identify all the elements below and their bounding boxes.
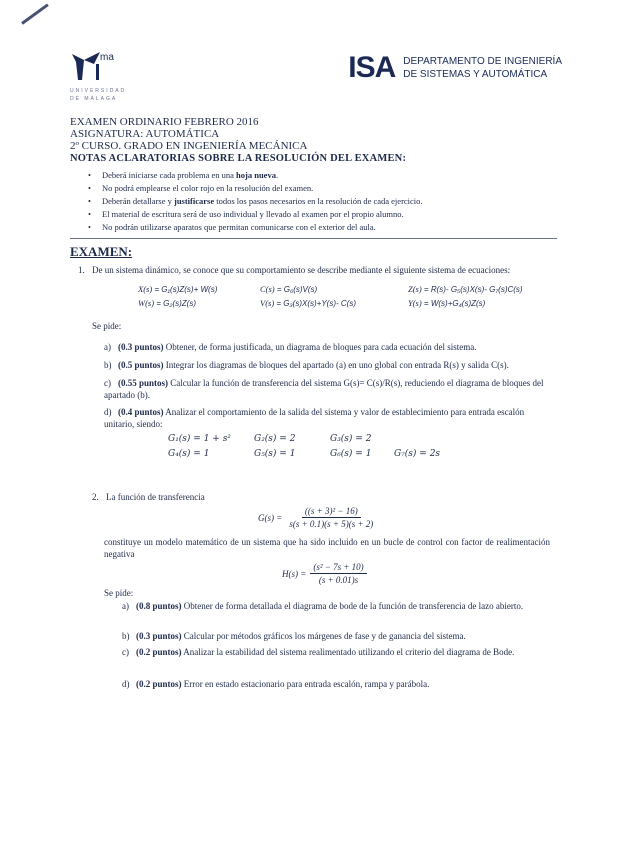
q2-part-b: b) (0.3 puntos) Calcular por métodos gráficos los márgenes de fase y de ganancia del sistema. xyxy=(122,631,466,641)
q1-intro: 1. De un sistema dinámico, se conoce que su comportamiento se describe mediante el siguiente sistema de ecuaciones: xyxy=(78,265,511,275)
notes-title: NOTAS ACLARATORIAS SOBRE LA RESOLUCIÓN DEL EXAMEN: xyxy=(70,153,407,164)
q1-equation: W(s) = G₂(s)Z(s) xyxy=(138,298,196,308)
department-monogram: ISA xyxy=(348,51,396,84)
q1-part-d: d) (0.4 puntos) Analizar el comportamiento de la salida del sistema y valor de establecimiento para entrada escalón unitario, siendo: xyxy=(104,407,525,429)
note-item: • El material de escritura será de uso individual y llevado al examen por el propio alumno. xyxy=(88,208,568,221)
gain-g3: G₃(s) = 2 xyxy=(330,434,372,444)
q2-middle-text: constituye un modelo matemático de un sistema que ha sido incluido en un bucle de control con factor de realimentación negativa xyxy=(104,537,550,559)
gain-g4: G₄(s) = 1 xyxy=(168,449,210,459)
gain-g1: G₁(s) = 1 + s² xyxy=(168,434,231,444)
gain-g7: G₇(s) = 2s xyxy=(394,449,441,459)
q1-se-pide: Se pide: xyxy=(92,321,122,331)
gain-g5: G₅(s) = 1 xyxy=(254,449,296,459)
q1-equation: Z(s) = R(s)- G₅(s)X(s)- G₇(s)C(s) xyxy=(408,284,523,294)
note-item: • No podrá emplearse el color rojo en la resolución del examen. xyxy=(88,182,568,195)
header-line3: 2º CURSO. GRADO EN INGENIERÍA MECÁNICA xyxy=(70,140,308,152)
header-line2: ASIGNATURA: AUTOMÁTICA xyxy=(70,128,220,140)
logo-superscript: ma xyxy=(100,52,114,63)
logo-line2: DE MÁLAGA xyxy=(70,96,118,102)
note-item: • Deberá iniciarse cada problema en una hoja nueva. xyxy=(88,169,568,182)
divider xyxy=(70,238,557,239)
gain-g6: G₆(s) = 1 xyxy=(330,449,372,459)
exam-title: EXAMEN: xyxy=(70,244,133,259)
note-item: • Deberán detallarse y justificarse todos los pasos necesarios en la resolución de cada ejercicio. xyxy=(88,195,568,208)
notes-list xyxy=(88,169,568,234)
department-line2: DE SISTEMAS Y AUTOMÁTICA xyxy=(403,69,548,80)
pen-mark xyxy=(21,3,49,24)
q2-part-d: d) (0.2 puntos) Error en estado estacionario para entrada escalón, rampa y parábola. xyxy=(122,679,430,689)
department-line1: DEPARTAMENTO DE INGENIERÍA xyxy=(403,56,562,67)
header-line1: EXAMEN ORDINARIO FEBRERO 2016 xyxy=(70,116,259,128)
exam-header xyxy=(70,116,307,152)
university-logo xyxy=(70,50,140,105)
department-logo xyxy=(348,51,562,85)
q1-equation: C(s) = G₆(s)V(s) xyxy=(260,284,318,294)
q2-part-c: c) (0.2 puntos) Analizar la estabilidad del sistema realimentado utilizando el criterio del diagrama de Bode. xyxy=(122,647,515,657)
q2-intro: 2. La función de transferencia xyxy=(92,492,205,502)
transfer-function-h: H(s) = $\frac{\text{(s² − 7s + 10)}}{(s + 0.01)s}$ xyxy=(282,562,367,585)
gain-g2: G₂(s) = 2 xyxy=(254,434,296,444)
q1-part-c: c) (0.55 puntos) Calcular la función de transferencia del sistema G(s)= C(s)/R(s), reduciendo el diagrama de bloques del apartado (b). xyxy=(104,378,544,400)
q1-equation: Y(s) = W(s)+G₄(s)Z(s) xyxy=(408,298,486,308)
q2-se-pide: Se pide: xyxy=(104,588,134,598)
q1-equation: V(s) = G₃(s)X(s)+Y(s)- C(s) xyxy=(260,298,357,308)
transfer-function-g: G(s) = $\frac{\text{((s + 3)² − 16)}}{s(s + 0.1)(s + 5)(s + 2)}$ xyxy=(258,506,374,529)
q1-equation: X(s) = G₁(s)Z(s)+ W(s) xyxy=(138,284,218,294)
q1-part-b: b) (0.5 puntos) Integrar los diagramas de bloques del apartado (a) en uno global con entrada R(s) y salida C(s). xyxy=(104,360,509,370)
logo-line1: UNIVERSIDAD xyxy=(70,88,127,94)
q2-part-a: a) (0.8 puntos) Obtener de forma detallada el diagrama de bode de la función de transferencia de lazo abierto. xyxy=(122,601,524,611)
note-item: • No podrán utilizarse aparatos que permitan comunicarse con el exterior del aula. xyxy=(88,221,568,234)
q1-part-a: a) (0.3 puntos) Obtener, de forma justificada, un diagrama de bloques para cada ecuación del sistema. xyxy=(104,342,477,352)
